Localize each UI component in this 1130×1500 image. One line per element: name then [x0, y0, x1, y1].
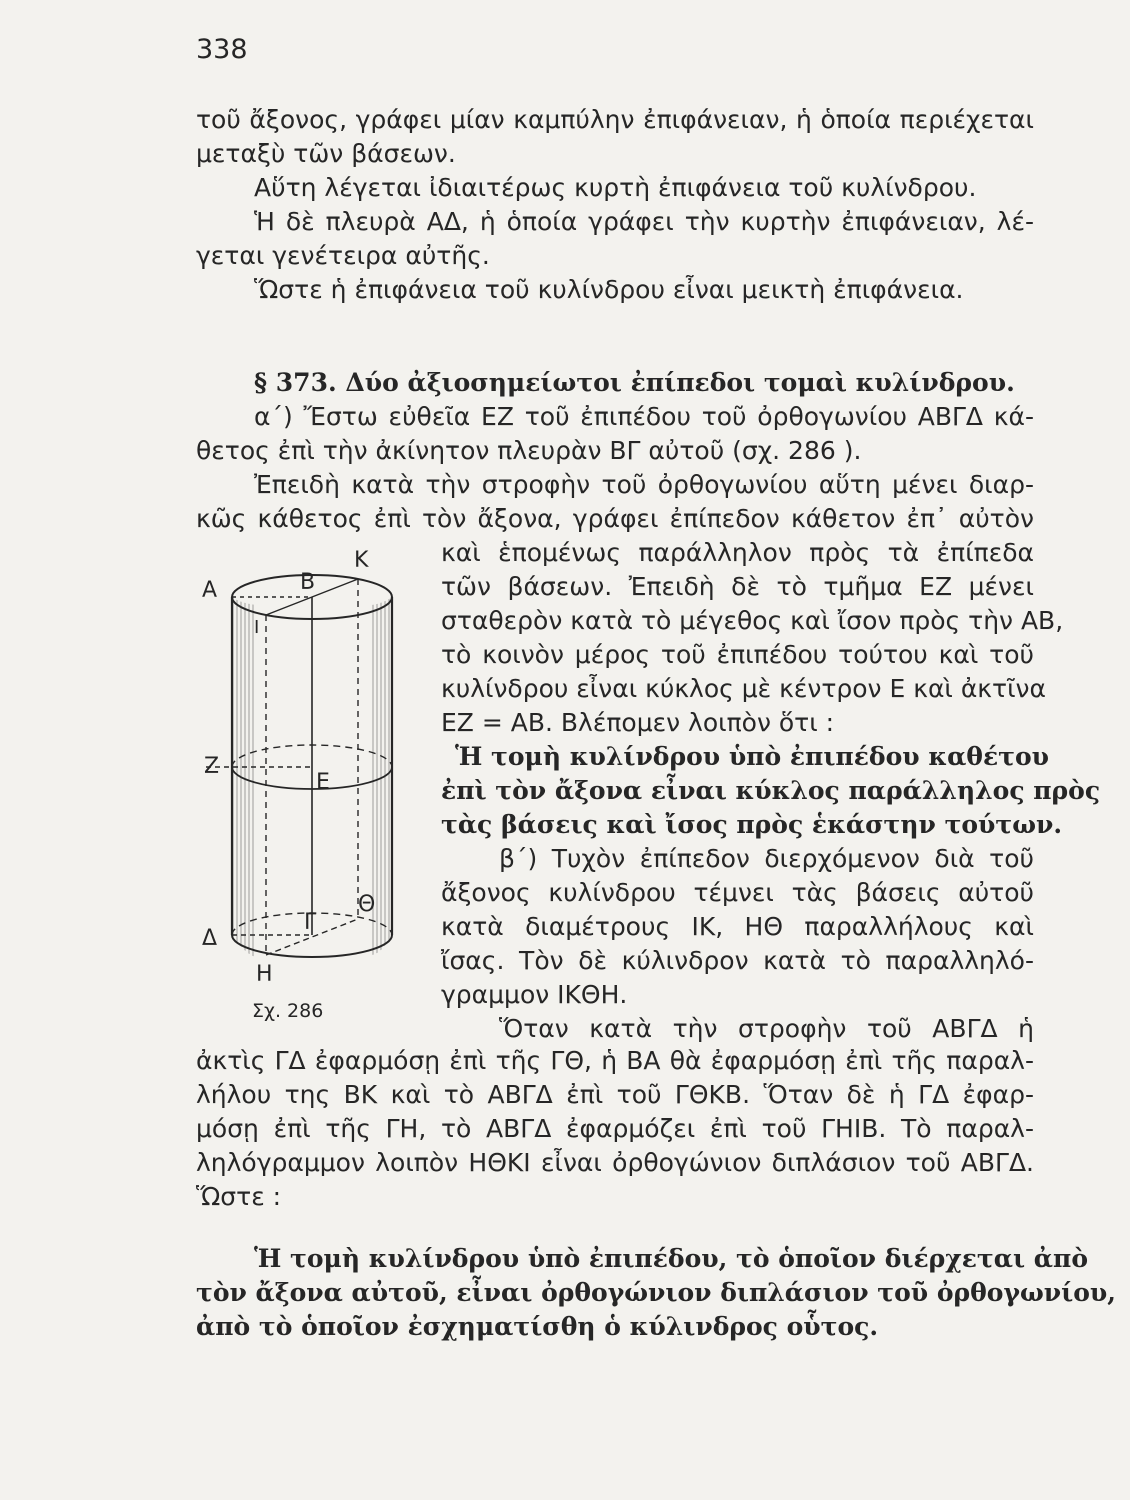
label-B: Β: [300, 570, 316, 595]
intro-paragraphs: [196, 103, 1034, 307]
conclusion-theorem: [196, 1242, 1116, 1344]
text-line: κατὰ διαμέτρους ΙΚ, ΗΘ παραλλήλους καὶ: [441, 912, 1034, 941]
label-Z: Ζ: [204, 754, 220, 779]
text-line: λήλου της ΒΚ καὶ τὸ ΑΒΓΔ ἐπὶ τοῦ ΓΘΚΒ. Ὅταν δὲ ἡ ΓΔ ἐφαρ-: [196, 1080, 1034, 1109]
theorem-line: Ἡ τομὴ κυλίνδρου ὑπὸ ἐπιπέδου, τὸ ὁποῖον διέρχεται ἀπὸ: [254, 1244, 1089, 1273]
text-line: ἴσας. Τὸν δὲ κύλινδρον κατὰ τὸ παραλληλό-: [441, 946, 1034, 975]
text-line: τοῦ ἄξονος, γράφει μίαν καμπύλην ἐπιφάνειαν, ἡ ὁποία περιέχεται: [196, 105, 1034, 134]
text-line: κῶς κάθετος ἐπὶ τὸν ἄξονα, γράφει ἐπίπεδον κάθετον ἐπ᾽ αὐτὸν: [196, 504, 1034, 533]
text-line: α΄) Ἔστω εὐθεῖα ΕΖ τοῦ ἐπιπέδου τοῦ ὀρθογωνίου ΑΒΓΔ κά-: [254, 402, 1034, 431]
label-Theta: Θ: [358, 892, 376, 917]
theorem-line: ἀπὸ τὸ ὁποῖον ἐσχηματίσθη ὁ κύλινδρος οὗτος.: [196, 1312, 879, 1341]
label-Delta: Δ: [202, 926, 218, 951]
figure-286: [196, 535, 436, 1035]
text-line: τῶν βάσεων. Ἐπειδὴ δὲ τὸ τμῆμα ΕΖ μένει: [441, 572, 1034, 601]
text-line: Ἐπειδὴ κατὰ τὴν στροφὴν τοῦ ὀρθογωνίου αὕτη μένει διαρ-: [254, 470, 1034, 499]
text-line: τὸ κοινὸν μέρος τοῦ ἐπιπέδου τούτου καὶ τοῦ: [441, 640, 1034, 669]
text-line: ἄξονος κυλίνδρου τέμνει τὰς βάσεις αὐτοῦ: [441, 878, 1034, 907]
theorem-line: ἐπὶ τὸν ἄξονα εἶναι κύκλος παράλληλος πρὸς: [441, 776, 1101, 805]
label-E: Ε: [316, 770, 330, 795]
text-line: Ἡ δὲ πλευρὰ ΑΔ, ἡ ὁποία γράφει τὴν κυρτὴν ἐπιφάνειαν, λέ-: [254, 207, 1034, 236]
text-line: ληλόγραμμον λοιπὸν ΗΘΚΙ εἶναι ὀρθογώνιον διπλάσιον τοῦ ΑΒΓΔ.: [196, 1148, 1034, 1177]
section-title: § 373. Δύο ἀξιοσημείωτοι ἐπίπεδοι τομαὶ κυλίνδρου.: [254, 368, 1015, 397]
label-K: Κ: [354, 548, 369, 573]
section-373: [196, 366, 1034, 536]
label-H: Η: [256, 962, 273, 987]
text-line: καὶ ἑπομένως παράλληλον πρὸς τὰ ἐπίπεδα: [441, 538, 1034, 567]
text-line: ΕΖ = ΑΒ. Βλέπομεν λοιπὸν ὅτι :: [441, 708, 835, 737]
continuation-paragraph: [196, 1044, 1034, 1214]
text-line: ἀκτὶς ΓΔ ἐφαρμόσῃ ἐπὶ τῆς ΓΘ, ἡ ΒΑ θὰ ἐφαρμόσῃ ἐπὶ τῆς παραλ-: [196, 1046, 1034, 1075]
cylinder-diagram: [196, 535, 436, 1035]
label-I: Ι: [254, 617, 260, 638]
text-line: θετος ἐπὶ τὴν ἀκίνητον πλευρὰν ΒΓ αὐτοῦ (σχ. 286 ).: [196, 436, 862, 465]
text-line: μεταξὺ τῶν βάσεων.: [196, 139, 456, 168]
text-line: μόσῃ ἐπὶ τῆς ΓΗ, τὸ ΑΒΓΔ ἐφαρμόζει ἐπὶ τοῦ ΓΗΙΒ. Τὸ παραλ-: [196, 1114, 1034, 1143]
text-line: σταθερὸν κατὰ τὸ μέγεθος καὶ ἴσον πρὸς τὴν ΑΒ,: [441, 606, 1064, 635]
text-line: β΄) Τυχὸν ἐπίπεδον διερχόμενον διὰ τοῦ: [499, 844, 1034, 873]
left-shading: [232, 597, 256, 957]
label-A: Α: [202, 578, 218, 603]
text-line: κυλίνδρου εἶναι κύκλος μὲ κέντρον Ε καὶ ἀκτῖνα: [441, 674, 1046, 703]
text-line: Ὥστε :: [196, 1182, 282, 1211]
theorem-line: τὰς βάσεις καὶ ἴσος πρὸς ἑκάστην τούτων.: [441, 810, 1063, 839]
text-line: Ὥστε ἡ ἐπιφάνεια τοῦ κυλίνδρου εἶναι μεικτὴ ἐπιφάνεια.: [254, 275, 964, 304]
side-column-text: [441, 536, 1101, 1046]
figure-caption: Σχ. 286: [252, 1000, 324, 1022]
label-Gamma: Γ: [304, 910, 317, 935]
page-number: 338: [196, 34, 248, 65]
text-line: γραμμον ΙΚΘΗ.: [441, 980, 628, 1009]
theorem-line: τὸν ἄξονα αὐτοῦ, εἶναι ὀρθογώνιον διπλάσιον τοῦ ὀρθογωνίου,: [196, 1278, 1116, 1307]
text-line: Αὕτη λέγεται ἰδιαιτέρως κυρτὴ ἐπιφάνεια τοῦ κυλίνδρου.: [254, 173, 977, 202]
text-line: Ὅταν κατὰ τὴν στροφὴν τοῦ ΑΒΓΔ ἡ: [499, 1014, 1034, 1043]
theorem-line: Ἡ τομὴ κυλίνδρου ὑπὸ ἐπιπέδου καθέτου: [455, 742, 1050, 771]
text-line: γεται γενέτειρα αὐτῆς.: [196, 241, 490, 270]
